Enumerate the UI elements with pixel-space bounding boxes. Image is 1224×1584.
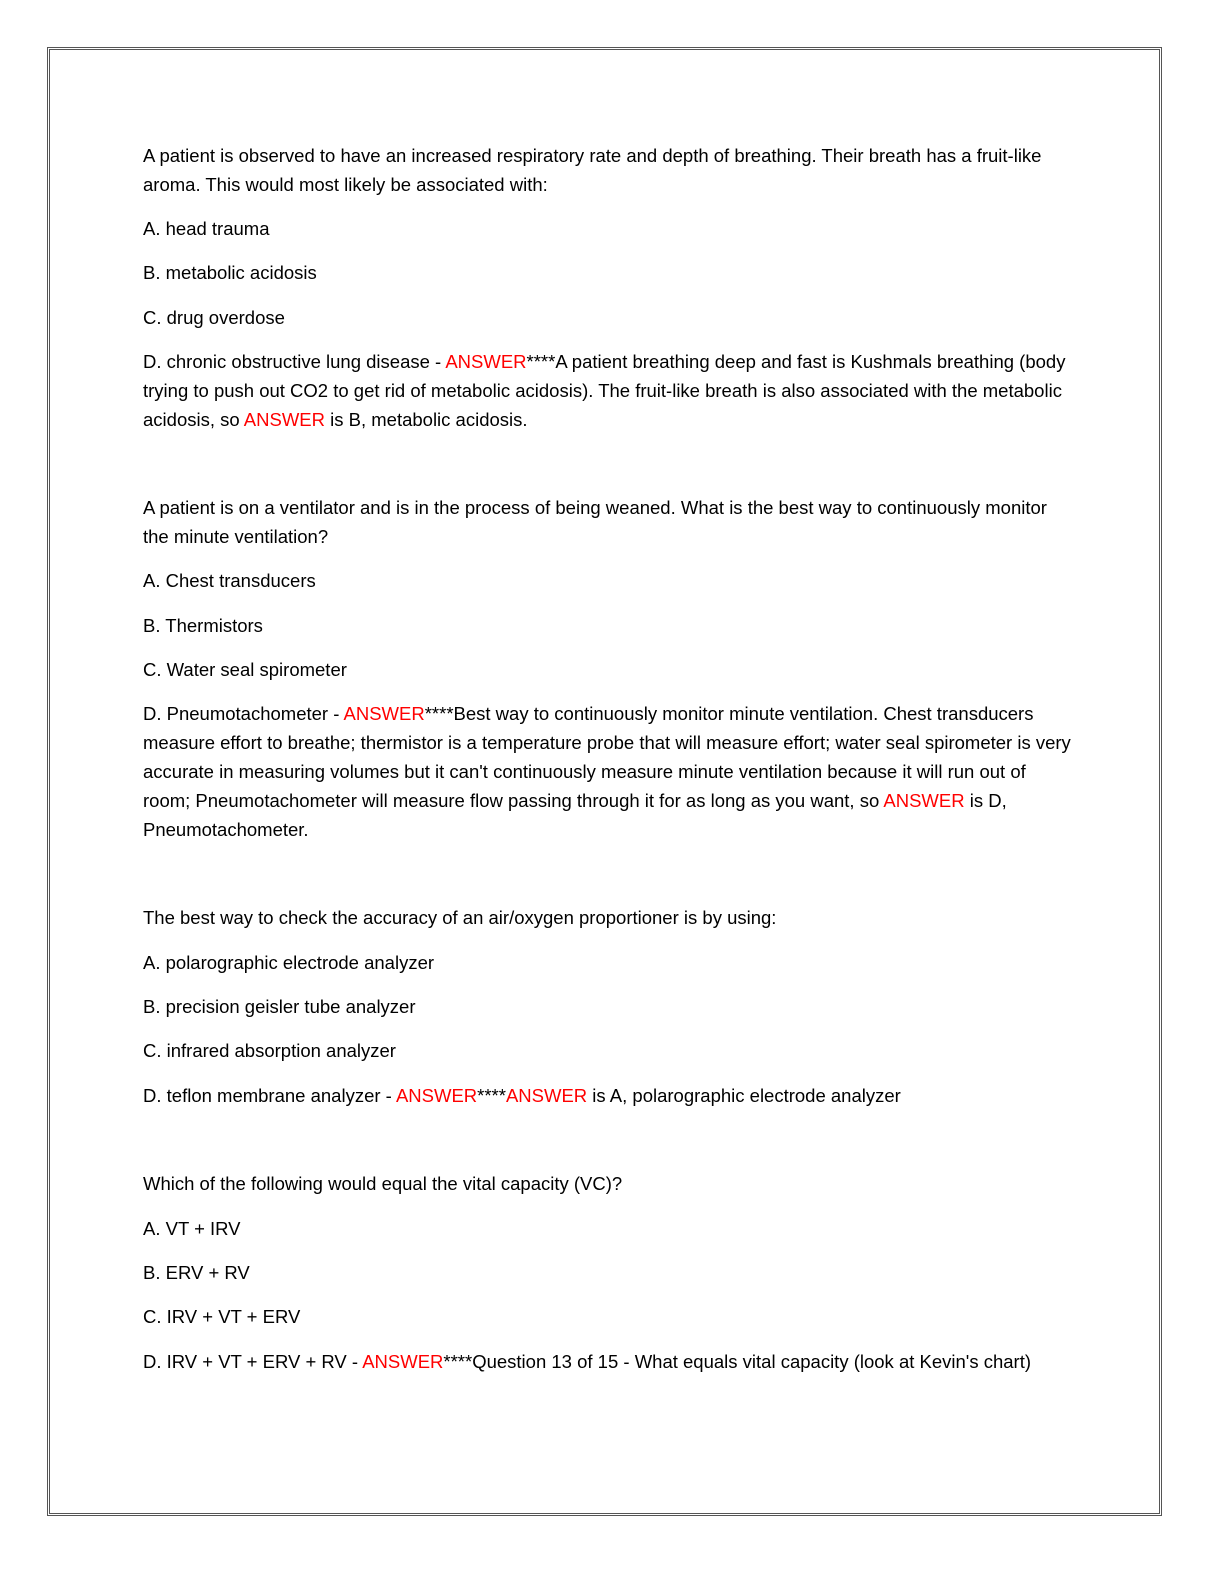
answer-keyword: ANSWER [243,408,325,430]
answer-option: C. IRV + VT + ERV [143,1306,301,1328]
answer-option-with-explanation [143,348,1073,434]
question-block [143,142,1073,434]
question-block [143,494,1073,844]
answer-option: B. ERV + RV [143,1261,250,1283]
question-block [143,904,1073,1110]
answer-keyword: ANSWER [343,703,425,725]
question-stem: A patient is on a ventilator and is in the process of being weaned. What is the best way to continuously monitor the minute ventilation? [143,497,1047,548]
document-body [143,142,1073,1392]
answer-keyword: ANSWER [362,1350,444,1372]
answer-explanation: ****Best way to continuously monitor minute ventilation. Chest transducers measure effort to breathe; thermistor is a temperature probe that will measure effort; water seal spirometer is very accurate in measuring volumes but it can't continuously measure minute ventilation because it will run out of room; Pneumotachometer will measure flow passing through it for as long as you want, so [143,703,1071,811]
question-stem: A patient is observed to have an increased respiratory rate and depth of breathing. Their breath has a fruit-like aroma. This would most likely be associated with: [143,145,1042,195]
answer-option-label: D. teflon membrane analyzer - [143,1084,396,1106]
answer-option-with-explanation [143,1082,1073,1111]
answer-option: A. polarographic electrode analyzer [143,951,435,973]
answer-option: A. Chest transducers [143,570,316,592]
answer-option-label: D. chronic obstructive lung disease - [143,350,446,372]
answer-keyword: ANSWER [883,789,965,811]
answer-explanation: is B, metabolic acidosis. [324,408,528,430]
answer-explanation: is D, Pneumotachometer. [143,789,1007,840]
answer-keyword: ANSWER [445,350,527,372]
answer-explanation: **** [477,1084,506,1106]
answer-option: B. Thermistors [143,614,263,636]
answer-option: A. head trauma [143,218,270,240]
answer-option-label: D. IRV + VT + ERV + RV - [143,1350,363,1372]
answer-keyword: ANSWER [395,1084,478,1106]
answer-option: C. Water seal spirometer [143,659,347,681]
answer-option: C. drug overdose [143,306,285,328]
answer-explanation: is A, polarographic electrode analyzer [587,1084,901,1106]
question-block [143,1170,1073,1376]
answer-option-with-explanation [143,1348,1073,1377]
answer-option: C. infrared absorption analyzer [143,1040,396,1062]
answer-explanation: ****A patient breathing deep and fast is Kushmals breathing (body trying to push out CO2 to get rid of metabolic acidosis). The fruit-like breath is also associated with the metabolic acidosis, so [143,350,1066,430]
answer-keyword: ANSWER [505,1084,588,1106]
answer-option-with-explanation [143,700,1073,844]
answer-option: B. precision geisler tube analyzer [143,995,416,1017]
answer-option: B. metabolic acidosis [143,262,317,284]
question-stem: The best way to check the accuracy of an air/oxygen proportioner is by using: [143,907,777,929]
question-stem: Which of the following would equal the vital capacity (VC)? [143,1173,623,1195]
answer-explanation: ****Question 13 of 15 - What equals vital capacity (look at Kevin's chart) [443,1350,1032,1372]
answer-option-label: D. Pneumotachometer - [143,703,344,725]
answer-option: A. VT + IRV [143,1217,241,1239]
